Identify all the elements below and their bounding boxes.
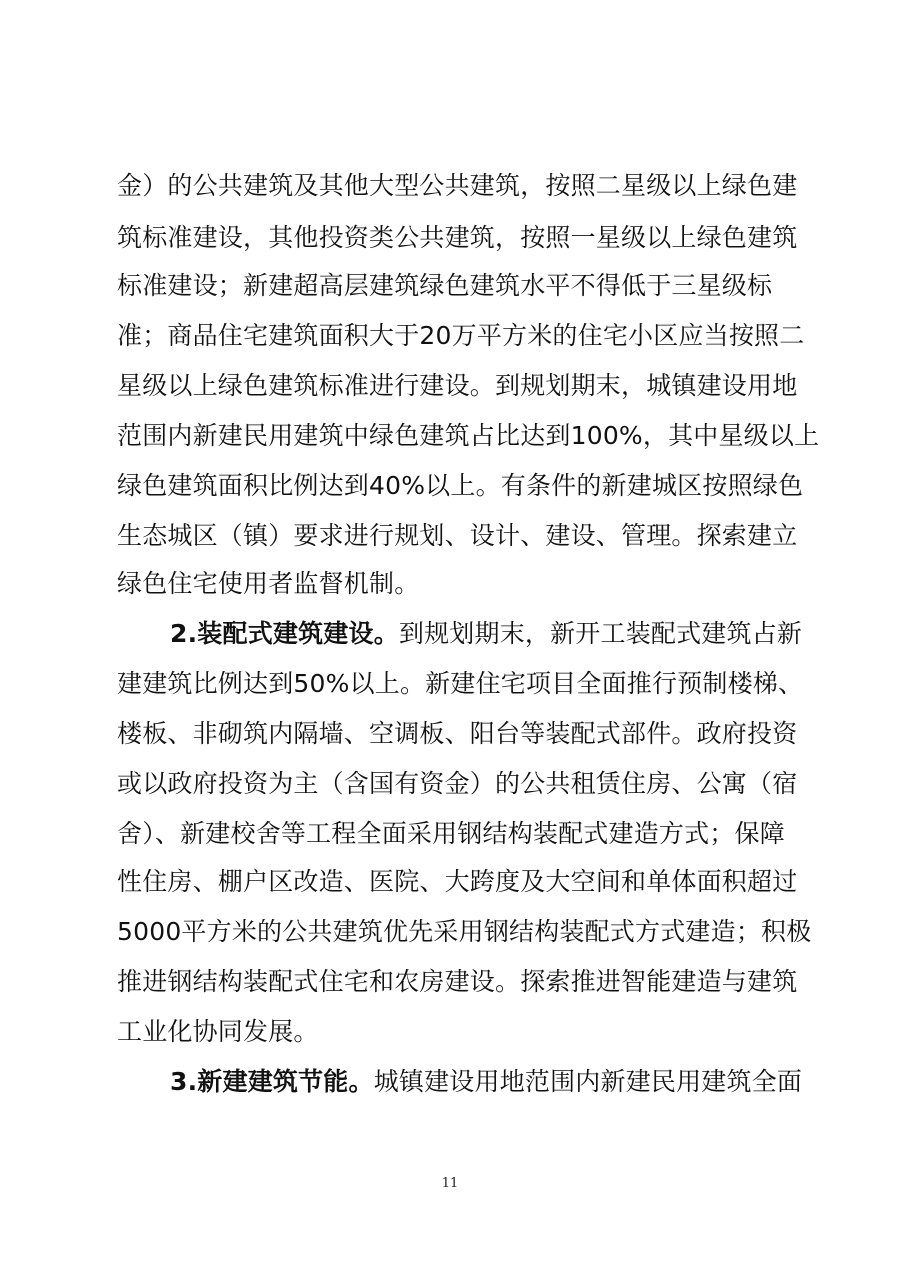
section-2-line-3: 楼板、非砌筑内隔墙、空调板、阳台等装配式部件。政府投资 xyxy=(117,719,798,748)
section-2-line-2: 建建筑比例达到50%以上。新建住宅项目全面推行预制楼梯、 xyxy=(117,669,804,698)
section-2-line-9: 工业化协同发展。 xyxy=(117,1017,319,1046)
section-2-heading: 2.装配式建筑建设。 xyxy=(170,619,399,648)
paragraph-1-line-3: 标准建设；新建超高层建筑绿色建筑水平不得低于三星级标 xyxy=(117,271,773,300)
section-3-first-line-text: 城镇建设用地范围内新建民用建筑全面 xyxy=(373,1067,803,1096)
section-2-line-4: 或以政府投资为主（含国有资金）的公共租赁住房、公寓（宿 xyxy=(117,769,798,798)
paragraph-1-line-7: 绿色建筑面积比例达到40%以上。有条件的新建城区按照绿色 xyxy=(117,471,804,500)
paragraph-1-line-9: 绿色住宅使用者监督机制。 xyxy=(117,569,420,598)
section-2-line-7: 5000平方米的公共建筑优先采用钢结构装配式方式建造；积极 xyxy=(117,917,812,946)
paragraph-1-line-1: 金）的公共建筑及其他大型公共建筑，按照二星级以上绿色建 xyxy=(117,171,798,200)
section-2-line-8: 推进钢结构装配式住宅和农房建设。探索推进智能建造与建筑 xyxy=(117,967,798,996)
paragraph-1-line-2: 筑标准建设，其他投资类公共建筑，按照一星级以上绿色建筑 xyxy=(117,223,798,252)
section-3-first-line xyxy=(170,1062,803,1102)
section-2-line-5: 舍）、新建校舍等工程全面采用钢结构装配式建造方式；保障 xyxy=(117,819,785,848)
section-2-line-6: 性住房、棚户区改造、医院、大跨度及大空间和单体面积超过 xyxy=(117,867,798,896)
section-2-first-line-text: 到规划期末，新开工装配式建筑占新 xyxy=(398,619,803,648)
page-number: 11 xyxy=(441,1176,459,1191)
paragraph-1-line-4: 准；商品住宅建筑面积大于20万平方米的住宅小区应当按照二 xyxy=(117,321,805,350)
paragraph-1-line-5: 星级以上绿色建筑标准进行建设。到规划期末，城镇建设用地 xyxy=(117,371,798,400)
paragraph-1-line-8: 生态城区（镇）要求进行规划、设计、建设、管理。探索建立 xyxy=(117,521,798,550)
section-3-heading: 3.新建建筑节能。 xyxy=(170,1067,374,1096)
paragraph-1-line-6: 范围内新建民用建筑中绿色建筑占比达到100%，其中星级以上 xyxy=(117,421,820,450)
section-2-first-line xyxy=(170,614,803,654)
